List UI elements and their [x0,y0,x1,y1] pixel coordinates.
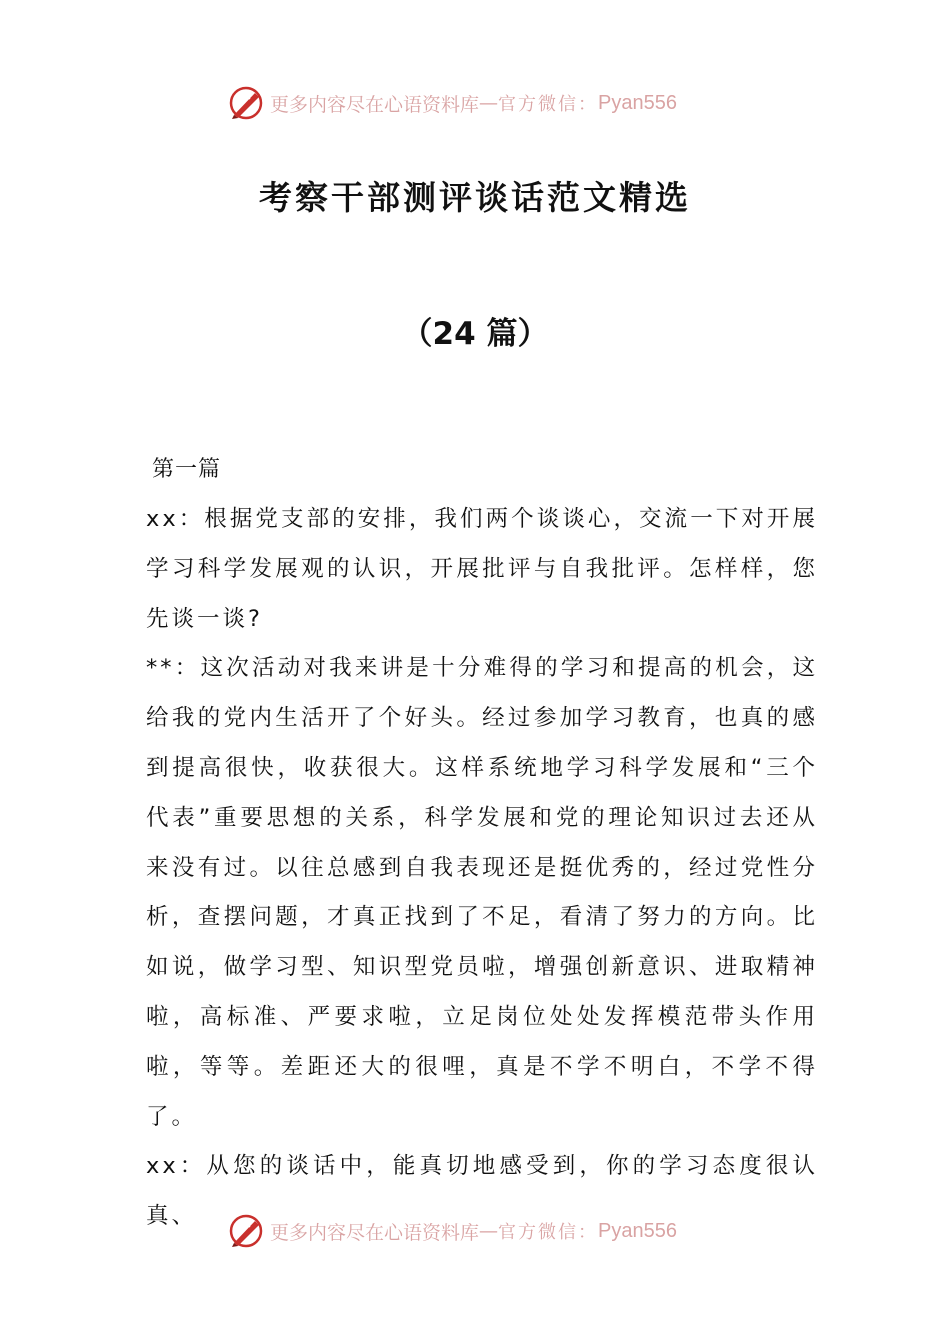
footer-watermark [228,1211,677,1251]
header-watermark [228,83,677,123]
watermark-official: 官方微信： [498,1222,599,1243]
watermark-text: 更多内容尽在心语资料库 [270,1221,480,1244]
watermark-dash: — [479,1220,499,1242]
pen-logo-icon [228,85,264,121]
document-title: 考察干部测评谈话范文精选 [259,178,691,217]
pen-logo-icon [228,1213,264,1249]
document-subtitle: （24 篇） [401,316,549,352]
watermark-id: Pyan556 [598,1219,677,1242]
paragraph: **：这次活动对我来讲是十分难得的学习和提高的机会，这给我的党内生活开了个好头。经过参加学习教育，也真的感到提高很快，收获很大。这样系统地学习科学发展和“三个代表”重要思想的关系，科学发展和党的理论知识过去还从来没有过。以往总感到自我表现还是挺优秀的，经过党性分析，查摆问题，才真正找到了不足，看清了努力的方向。比如说，做学习型、知识型党员啦，增强创新意识、进取精神啦，高标准、严要求啦，立足岗位处处发挥模范带头作用啦，等等。差距还大的很哩，真是不学不明白，不学不得了。 [146,655,818,1130]
watermark-official: 官方微信： [498,94,599,115]
body-text [146,495,818,1242]
watermark-id: Pyan556 [598,91,677,114]
paragraph: xx：从您的谈话中，能真切地感受到，你的学习态度很认真、 [146,1153,818,1230]
watermark-dash: — [479,92,499,114]
paragraph: xx：根据党支部的安排，我们两个谈谈心，交流一下对开展学习科学发展观的认识，开展批评与自我批评。怎样样，您先谈一谈? [146,506,818,632]
watermark-text: 更多内容尽在心语资料库 [270,93,480,116]
section-heading: 第一篇 [152,457,222,482]
